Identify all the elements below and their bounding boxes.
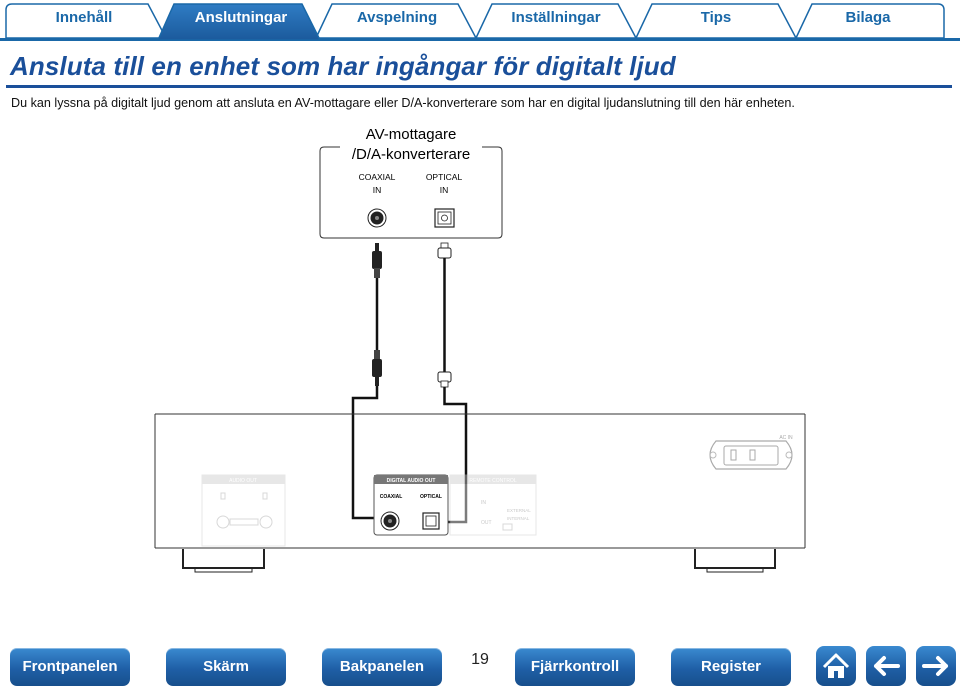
receiver-optical-in-label: IN bbox=[439, 185, 449, 195]
receiver-device bbox=[320, 126, 502, 238]
arrow-left-icon bbox=[866, 646, 906, 686]
intro-text: Du kan lyssna på digitalt ljud genom att ansluta en AV-mottagare eller D/A-konverterare som har en digital ljudanslutning till den här enheten. bbox=[11, 96, 795, 110]
receiver-optical-label: OPTICAL bbox=[425, 172, 463, 182]
footer-button-skarm[interactable]: Skärm bbox=[166, 648, 286, 686]
footer-button-register[interactable]: Register bbox=[671, 648, 791, 686]
digital-audio-out-label: DIGITAL AUDIO OUT bbox=[386, 478, 436, 484]
footer-button-bakpanelen[interactable]: Bakpanelen bbox=[322, 648, 442, 686]
forward-button[interactable] bbox=[916, 646, 956, 686]
tab-anslutningar[interactable]: Anslutningar bbox=[194, 9, 288, 26]
receiver-title-line2: /D/A-konverterare bbox=[351, 146, 471, 163]
unit-rear-panel bbox=[155, 414, 805, 572]
tab-tips[interactable]: Tips bbox=[700, 9, 732, 26]
audio-out-label: AUDIO OUT bbox=[229, 478, 257, 484]
receiver-coaxial-in-label: IN bbox=[372, 185, 382, 195]
footer-button-frontpanelen[interactable]: Frontpanelen bbox=[10, 648, 130, 686]
audio-out-section bbox=[202, 475, 285, 546]
arrow-right-icon bbox=[916, 646, 956, 686]
ac-in-label: AC IN bbox=[779, 435, 793, 441]
connection-diagram bbox=[0, 110, 960, 590]
home-icon bbox=[816, 646, 856, 686]
external-label: EXTERNAL bbox=[507, 508, 531, 513]
unit-optical-jack bbox=[423, 513, 439, 529]
internal-label: INTERNAL bbox=[507, 516, 530, 521]
digital-audio-out-section bbox=[374, 475, 448, 535]
home-button[interactable] bbox=[816, 646, 856, 686]
unit-coaxial-label: COAXIAL bbox=[379, 494, 403, 500]
page-number: 19 bbox=[471, 651, 489, 668]
rc-in-label: IN bbox=[481, 500, 486, 506]
tab-innehall[interactable]: Innehåll bbox=[55, 9, 113, 26]
tab-bilaga[interactable]: Bilaga bbox=[845, 9, 891, 26]
receiver-coaxial-jack bbox=[368, 209, 386, 227]
page-title: Ansluta till en enhet som har ingångar för digitalt ljud bbox=[10, 51, 676, 81]
unit-optical-label: OPTICAL bbox=[420, 494, 442, 500]
footer-button-fjarrkontroll[interactable]: Fjärrkontroll bbox=[515, 648, 635, 686]
receiver-coaxial-label: COAXIAL bbox=[358, 172, 396, 182]
receiver-optical-jack bbox=[435, 209, 454, 227]
remote-control-section bbox=[450, 475, 536, 535]
tab-bar bbox=[0, 0, 960, 42]
ac-inlet bbox=[710, 435, 793, 469]
remote-control-label: REMOTE CONTROL bbox=[469, 478, 517, 484]
tab-installningar[interactable]: Inställningar bbox=[511, 9, 601, 26]
rc-out-label: OUT bbox=[481, 520, 492, 526]
receiver-title-line1: AV-mottagare bbox=[365, 126, 457, 143]
back-button[interactable] bbox=[866, 646, 906, 686]
title-divider bbox=[6, 85, 952, 88]
tab-avspelning[interactable]: Avspelning bbox=[356, 9, 438, 26]
unit-coaxial-jack bbox=[381, 512, 399, 530]
